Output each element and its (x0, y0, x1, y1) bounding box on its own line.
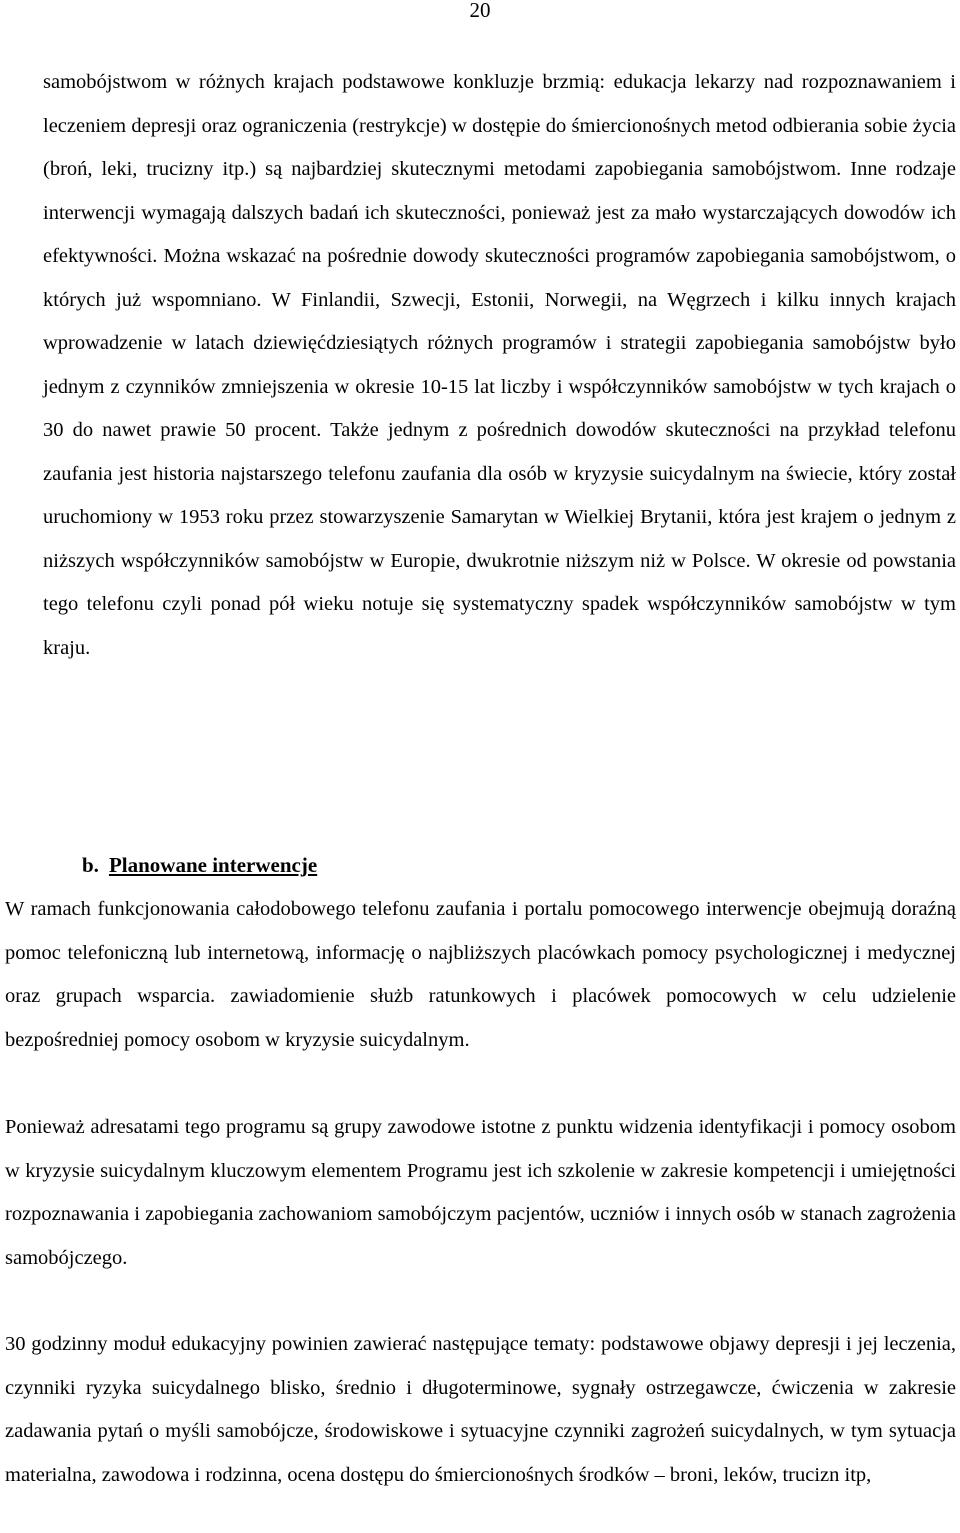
paragraph-professional-training: Ponieważ adresatami tego programu są grupy zawodowe istotne z punktu widzenia identyfikacji i pomocy osobom w kryzysie suicydalnym kluczowym elementem Programu jest ich szkolenie w zakresie kompetencji i umiejętności rozpoznawania i zapobiegania zachowaniom samobójczym pacjentów, uczniów i innych osób w stanach zagrożenia samobójczego. (5, 1116, 956, 1269)
paragraph-education-module: 30 godzinny moduł edukacyjny powinien zawierać następujące tematy: podstawowe objawy depresji i jej leczenia, czynniki ryzyka suicydalnego blisko, średnio i długoterminowe, sygnały ostrzegawcze, ćwiczenia w zakresie zadawania pytań o myśli samobójcze, środowiskowe i sytuacyjne czynniki zagrożeń suicydalnych, w tym sytuacja materialna, zawodowa i rodzinna, ocena dostępu do śmiercionośnych środków – broni, leków, trucizn itp, (5, 1333, 956, 1486)
page-number: 20 (469, 0, 491, 22)
paragraph-helpline-interventions: W ramach funkcjonowania całodobowego telefonu zaufania i portalu pomocowego interwencje obejmują doraźną pomoc telefoniczną lub internetową, informację o najbliższych placówkach pomocy psychologicznej i medycznej oraz grupach wsparcia. zawiadomienie służb ratunkowych i placówek pomocowych w celu udzielenie bezpośredniej pomocy osobom w kryzysie suicydalnym. (5, 898, 956, 1051)
section-marker: b. (82, 853, 99, 877)
section-heading (82, 844, 317, 888)
paragraph-prevention-evidence: samobójstwom w różnych krajach podstawowe konkluzje brzmią: edukacja lekarzy nad rozpoznawaniem i leczeniem depresji oraz ograniczenia (restrykcje) w dostępie do śmiercionośnych metod odbierania sobie życia (broń, leki, trucizny itp.) są najbardziej skutecznymi metodami zapobiegania samobójstwom. Inne rodzaje interwencji wymagają dalszych badań ich skuteczności, ponieważ jest za mało wystarczających dowodów ich efektywności. Można wskazać na pośrednie dowody skuteczności programów zapobiegania samobójstwom, o których już wspomniano. W Finlandii, Szwecji, Estonii, Norwegii, na Węgrzech i kilku innych krajach wprowadzenie w latach dziewięćdziesiątych różnych programów i strategii zapobiegania samobójstw było jednym z czynników zmniejszenia w okresie 10-15 lat liczby i współczynników samobójstw w tych krajach o 30 do nawet prawie 50 procent. Także jednym z pośrednich dowodów skuteczności na przykład telefonu zaufania jest historia najstarszego telefonu zaufania dla osób w kryzysie suicydalnym na świecie, który został uruchomiony w 1953 roku przez stowarzyszenie Samarytan w Wielkiej Brytanii, która jest krajem o jednym z niższych współczynników samobójstw w Europie, dwukrotnie niższym niż w Polsce. W okresie od powstania tego telefonu czyli ponad pół wieku notuje się systematyczny spadek współczynników samobójstw w tym kraju. (43, 71, 956, 659)
section-title: Planowane interwencje (108, 853, 318, 877)
